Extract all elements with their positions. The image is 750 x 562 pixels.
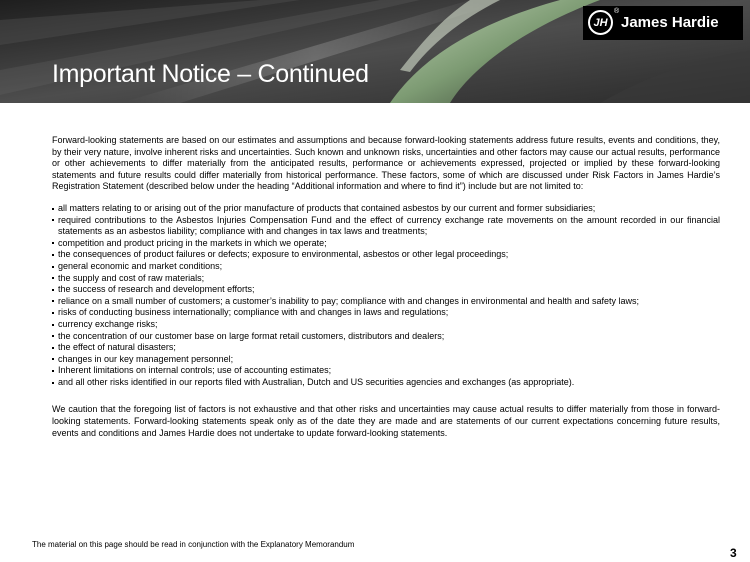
list-item: Inherent limitations on internal controls; use of accounting estimates; — [52, 365, 720, 377]
list-item: the concentration of our customer base on large format retail customers, distributors and dealers; — [52, 331, 720, 343]
bullet-icon — [52, 382, 54, 384]
list-item: and all other risks identified in our reports filed with Australian, Dutch and US securities agencies and exchanges (as appropriate). — [52, 377, 720, 389]
list-item: required contributions to the Asbestos Injuries Compensation Fund and the effect of currency exchange rate movements on the amount recorded in our financial statements as an asbestos liability; compliance with and changes in tax laws and treatments; — [52, 215, 720, 238]
bullet-icon — [52, 254, 54, 256]
bullet-icon — [52, 266, 54, 268]
bullet-icon — [52, 219, 54, 221]
bullet-icon — [52, 242, 54, 244]
footer-note: The material on this page should be read in conjunction with the Explanatory Memorandum — [32, 540, 355, 549]
bullet-icon — [52, 324, 54, 326]
list-item: the success of research and development efforts; — [52, 284, 720, 296]
list-item: general economic and market conditions; — [52, 261, 720, 273]
bullet-icon — [52, 358, 54, 360]
bullet-icon — [52, 208, 54, 210]
bullet-icon — [52, 370, 54, 372]
bullet-icon — [52, 347, 54, 349]
list-item: reliance on a small number of customers; a customer’s inability to pay; compliance with and changes in environmental and health and safety laws; — [52, 296, 720, 308]
bullet-icon — [52, 312, 54, 314]
page-title: Important Notice – Continued — [52, 60, 369, 88]
risk-factor-list — [52, 203, 720, 389]
list-item: changes in our key management personnel; — [52, 354, 720, 366]
list-item: the consequences of product failures or defects; exposure to environmental, asbestos or other legal proceedings; — [52, 249, 720, 261]
list-item: currency exchange risks; — [52, 319, 720, 331]
list-item: the supply and cost of raw materials; — [52, 273, 720, 285]
page-number: 3 — [730, 546, 737, 560]
list-item: all matters relating to or arising out of the prior manufacture of products that contained asbestos by our current and former subsidiaries; — [52, 203, 720, 215]
intro-paragraph: Forward-looking statements are based on our estimates and assumptions and because forward-looking statements address future results, events and conditions, they, by their very nature, involve inherent risks and uncertainties. Such known and unknown risks, uncertainties and other factors may cause our actual results, performance or other achievements to differ materially from the anticipated results, performance or achievements expressed, projected or implied by these forward-looking statements and future results could differ materially from historical performance. These factors, some of which are discussed under Risk Factors in James Hardie’s Registration Statement (described below under the heading “Additional information and where to find it”) include but are not limited to: — [52, 135, 720, 192]
bullet-icon — [52, 277, 54, 279]
list-item: the effect of natural disasters; — [52, 342, 720, 354]
bullet-icon — [52, 335, 54, 337]
list-item: competition and product pricing in the markets in which we operate; — [52, 238, 720, 250]
registered-mark: ® — [614, 8, 620, 15]
logo-name: James Hardie — [621, 14, 719, 31]
james-hardie-logo — [583, 6, 743, 40]
caution-paragraph: We caution that the foregoing list of factors is not exhaustive and that other risks and uncertainties may cause actual results to differ materially from those in forward-looking statements. Forward-looking statements speak only as of the date they are made and are statements of our current expectations concerning future results, events and conditions and James Hardie does not undertake to update forward-looking statements. — [52, 404, 720, 438]
bullet-icon — [52, 300, 54, 302]
bullet-icon — [52, 289, 54, 291]
list-item: risks of conducting business internationally; compliance with and changes in laws and regulations; — [52, 307, 720, 319]
notice-body — [52, 135, 720, 439]
jh-monogram-icon: JH — [588, 10, 613, 35]
